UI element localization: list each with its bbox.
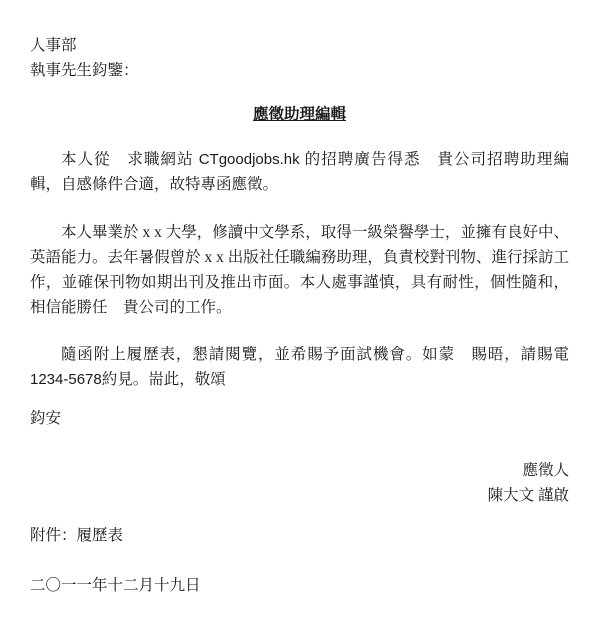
attachment-note: 附件：履歷表 [30,527,124,544]
letter-date: 二〇一一年十二月十九日 [30,577,201,594]
job-site-name: CTgoodjobs.hk [198,151,300,168]
letter-subject-row [30,102,569,127]
paragraph-introduction [30,147,569,197]
paragraph-closing-request [30,342,569,392]
closing-salutation: 鈞安 [30,410,62,427]
paragraph1-text-after-link: 的招聘廣告得悉 貴公司招聘助理編輯，自感條件合適，故特專函應徵。 [30,151,569,193]
paragraph1-text-before-link: 本人從 求職網站 [61,151,199,168]
phone-number: 1234-5678 [30,371,102,388]
recipient-department: 人事部 [30,37,77,54]
paragraph-qualifications: 本人畢業於 x x 大學，修讀中文學系，取得一級榮譽學士，並擁有良好中、英語能力。去年暑假曾於 x x 出版社任職編務助理，負責校對刊物、進行採訪工作，並確保刊物如期出刊及推出市面。本人處事謹慎，具有耐性，個性隨和，相信能勝任 貴公司的工作。 [30,224,569,316]
signature-name: 陳大文 謹啟 [487,487,569,504]
recipient-salutation: 執事先生鈞鑒： [30,62,139,79]
signature-role: 應徵人 [522,462,569,479]
paragraph3-text-before-phone: 隨函附上履歷表，懇請閱覽，並希賜予面試機會。如蒙 賜晤，請賜電 [61,346,569,363]
letter-subject-title: 應徵助理編輯 [252,106,346,123]
paragraph3-text-after-phone: 約見。耑此，敬頌 [101,371,226,388]
